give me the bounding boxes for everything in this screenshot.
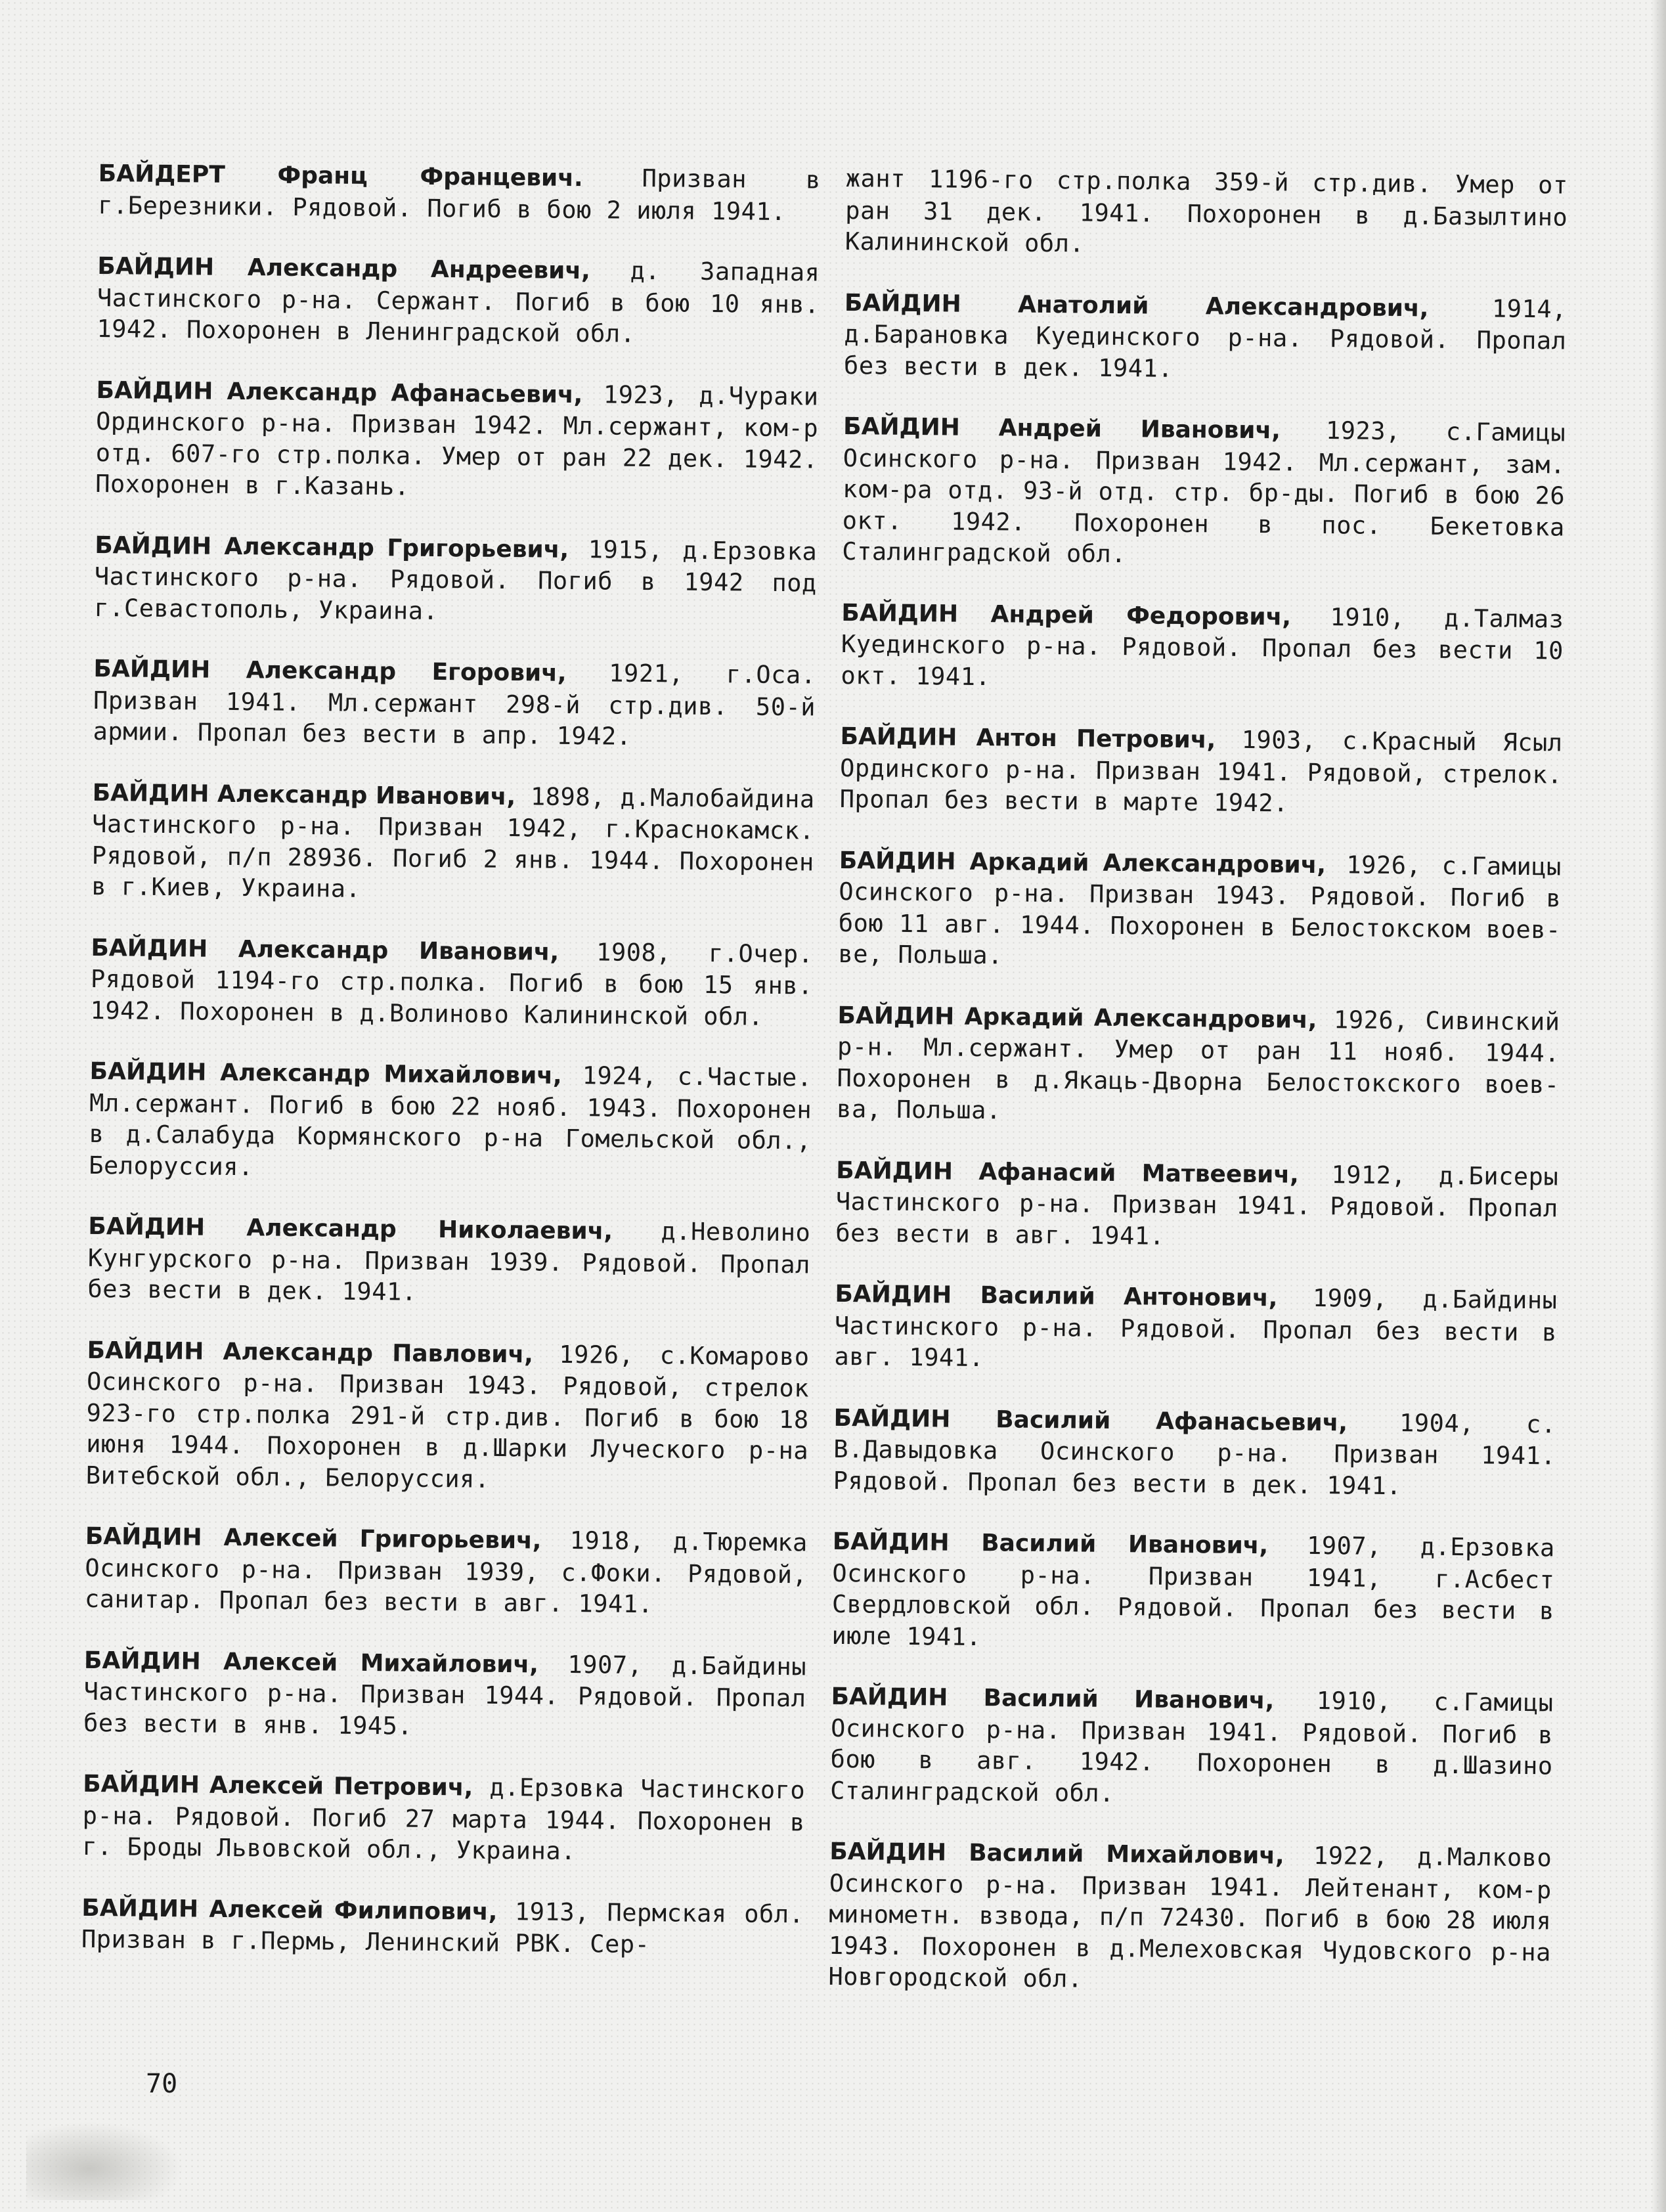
page-edge-shadow xyxy=(1652,0,1666,2212)
entry-name: БАЙДИН Аркадий Александрович, xyxy=(839,847,1326,879)
page-number: 70 xyxy=(146,2069,178,2099)
entry-name: БАЙДИН Алексей Филипович, xyxy=(81,1894,498,1926)
entry-name: БАЙДИН Афанасий Матвеевич, xyxy=(836,1157,1299,1189)
entry xyxy=(838,844,1562,977)
entry xyxy=(82,1768,805,1869)
entry xyxy=(834,1278,1557,1379)
entry-name: БАЙДИН Александр Афанасьевич, xyxy=(96,376,583,409)
entry-name: БАЙДИН Аркадий Александрович, xyxy=(837,1002,1317,1034)
entry xyxy=(94,529,817,630)
entry-text: 1924, с.Частые. Мл.сержант. Погиб в бою 22 нояб. 1943. Похоронен в д.Салабуда Кормянского р-на Гомельской обл., Белоруссия. xyxy=(89,1061,812,1181)
entry-name: БАЙДИН Василий Иванович, xyxy=(832,1528,1269,1560)
entry xyxy=(98,158,821,228)
entry-text: 1903, с.Красный Ясыл Ординского р-на. Призван 1941. Рядовой, стрелок. Пропал без вести в марте 1942. xyxy=(839,725,1563,818)
entry-name: БАЙДИН Андрей Федорович, xyxy=(841,599,1292,631)
entry-text: 1926, с.Комарово Осинского р-на. Призван 1943. Рядовой, стрелок 923-го стр.полка 291-й стр.див. Погиб в бою 18 июня 1944. Похоронен в д.Шарки Луческого р-на Витебской обл., Белоруссия. xyxy=(85,1339,810,1493)
entry-name: БАЙДИН Александр Егорович, xyxy=(93,655,567,687)
entry-text: 1914, д.Барановка Куединского р-на. Рядовой. Пропал без вести в дек. 1941. xyxy=(843,294,1567,383)
entry-text: д.Неволино Кунгурского р-на. Призван 1939. Рядовой. Пропал без вести в дек. 1941. xyxy=(87,1216,811,1306)
entry-name: БАЙДИН Александр Иванович, xyxy=(92,779,516,810)
entry xyxy=(85,1520,808,1622)
entry xyxy=(842,410,1566,574)
entry-text: 1913, Пермская обл. Призван в г.Пермь, Ленинский РВК. Сер- xyxy=(81,1897,804,1959)
entry-text: д. Западная Частинского р-на. Сержант. Погиб в бою 10 янв. 1942. Похоронен в Ленинградской обл. xyxy=(97,256,820,348)
entry xyxy=(97,250,820,351)
scan-smudge xyxy=(26,2121,184,2200)
entry-name: БАЙДИН Александр Григорьевич, xyxy=(95,531,569,564)
entry-text: 1907, д.Байдины Частинского р-на. Призван 1944. Рядовой. Пропал без вести в янв. 1945. xyxy=(83,1650,807,1740)
entry-text: 1926, с.Гамицы Осинского р-на. Призван 1943. Рядовой. Погиб в бою 11 авг. 1944. Похоронен в Белостокском воев-ве, Польша. xyxy=(838,850,1562,970)
entry-text: 1923, с.Гамицы Осинского р-на. Призван 1942. Мл.сержант, зам. ком-ра отд. 93-й отд. стр. бр-ды. Погиб в бою 26 окт. 1942. Похоронен в пос. Бекетовка Сталинградской обл. xyxy=(842,416,1566,569)
entry-name: БАЙДЕРТ Франц Францевич. xyxy=(98,160,583,192)
entry xyxy=(837,999,1560,1132)
entry-name: БАЙДИН Александр Павлович, xyxy=(87,1337,534,1368)
entry-name: БАЙДИН Василий Михайлович, xyxy=(829,1838,1284,1870)
entry-text: 1908, г.Очер. Рядовой 1194-го стр.полка. Погиб в бою 15 янв. 1942. Похоронен в д.Волиново Калининской обл. xyxy=(90,937,814,1031)
entry xyxy=(828,1836,1552,1999)
entry-text: д.Ерзовка Частинского р-на. Рядовой. Погиб 27 марта 1944. Похоронен в г. Броды Львовской обл., Украина. xyxy=(82,1773,806,1866)
entry-name: БАЙДИН Василий Афанасьевич, xyxy=(833,1404,1348,1436)
entry-name: БАЙДИН Алексей Михайлович, xyxy=(83,1647,539,1679)
entry xyxy=(87,1210,810,1312)
entry xyxy=(86,1334,810,1497)
entry-name: БАЙДИН Александр Михайлович, xyxy=(89,1057,562,1090)
entry xyxy=(835,1154,1558,1255)
entry-text: 1926, Сивинский р-н. Мл.сержант. Умер от ран 11 нояб. 1944. Похоронен в д.Якаць-Дворна Белостокского воев-ва, Польша. xyxy=(836,1005,1560,1125)
entry-name: БАЙДИН Алексей Григорьевич, xyxy=(85,1522,542,1555)
left-column xyxy=(81,158,821,1991)
entry-text: 1898, д.Малобайдина Частинского р-на. Призван 1942, г.Краснокамск. Рядовой, п/п 28936. Погиб 2 янв. 1944. Похоронен в г.Киев, Украина. xyxy=(91,782,815,903)
entry-name: БАЙДИН Анатолий Александрович, xyxy=(844,289,1429,322)
entry xyxy=(844,286,1567,387)
entry-text: 1909, д.Байдины Частинского р-на. Рядовой. Пропал без вести в авг. 1941. xyxy=(834,1283,1558,1373)
entry-text: 1918, д.Тюремка Осинского р-на. Призван 1939, с.Фоки. Рядовой, санитар. Пропал без вести в авг. 1941. xyxy=(84,1526,808,1619)
entry-name: БАЙДИН Александр Иванович, xyxy=(91,934,559,966)
entry xyxy=(841,596,1564,697)
entry-text: Призван в г.Березники. Рядовой. Погиб в бою 2 июля 1941. xyxy=(98,164,821,226)
entry-text: 1915, д.Ерзовка Частинского р-на. Рядовой. Погиб в 1942 под г.Севастополь, Украина. xyxy=(94,535,818,625)
entry-text: 1921, г.Оса. Призван 1941. Мл.сержант 298-й стр.див. 50-й армии. Пропал без вести в апр. 1942. xyxy=(93,658,816,751)
entry-name: БАЙДИН Василий Антонович, xyxy=(835,1280,1278,1312)
entry-text: 1912, д.Бисеры Частинского р-на. Призван 1941. Рядовой. Пропал без вести в авг. 1941. xyxy=(835,1160,1559,1250)
entry xyxy=(83,1644,806,1745)
entry-text: 1910, д.Талмаз Куединского р-на. Рядовой. Пропал без вести 10 окт. 1941. xyxy=(841,602,1564,691)
entry xyxy=(91,776,815,909)
entry xyxy=(833,1402,1556,1503)
entry-text: 1923, д.Чураки Ординского р-на. Призван 1942. Мл.сержант, ком-р отд. 607-го стр.полка. Умер от ран 22 дек. 1942. Похоронен в г.Казань. xyxy=(95,380,819,501)
entry-name: БАЙДИН Антон Петрович, xyxy=(840,722,1216,754)
entry-name: БАЙДИН Александр Андреевич, xyxy=(97,252,590,285)
entry-name: БАЙДИН Василий Иванович, xyxy=(831,1683,1275,1715)
entry xyxy=(830,1681,1554,1813)
entry xyxy=(95,374,819,506)
entry-name: БАЙДИН Андрей Иванович, xyxy=(843,412,1281,445)
right-column xyxy=(828,163,1568,2029)
entry-text: 1904, с. В.Давыдовка Осинского р-на. Призван 1941. Рядовой. Пропал без вести в дек. 1941. xyxy=(833,1407,1556,1500)
entry-name: БАЙДИН Алексей Петрович, xyxy=(83,1770,473,1802)
entry-text: 1910, с.Гамицы Осинского р-на. Призван 1941. Рядовой. Погиб в бою в авг. 1942. Похоронен в д.Шазино Сталинградской обл. xyxy=(830,1686,1554,1807)
entry xyxy=(90,931,813,1032)
entry-name: БАЙДИН Александр Николаевич, xyxy=(88,1212,613,1245)
entry xyxy=(89,1055,812,1188)
entry-text: 1907, д.Ерзовка Осинского р-на. Призван 1941, г.Асбест Свердловской обл. Рядовой. Пропал без вести в июле 1941. xyxy=(831,1531,1556,1651)
entry-continuation xyxy=(845,163,1568,264)
entry xyxy=(831,1526,1555,1658)
entry-text: жант 1196-го стр.полка 359-й стр.див. Умер от ран 31 дек. 1941. Похоронен в д.Базылтино Калининской обл. xyxy=(844,164,1568,258)
entry-text: 1922, д.Малково Осинского р-на. Призван 1941. Лейтенант, ком-р минометн. взвода, п/п 72430. Погиб в бою 28 июля 1943. Похоронен в д.Мелеховская Чудовского р-на Новгородской обл. xyxy=(828,1841,1552,1993)
entry xyxy=(93,653,816,754)
entry xyxy=(81,1891,804,1962)
entry xyxy=(839,720,1562,822)
